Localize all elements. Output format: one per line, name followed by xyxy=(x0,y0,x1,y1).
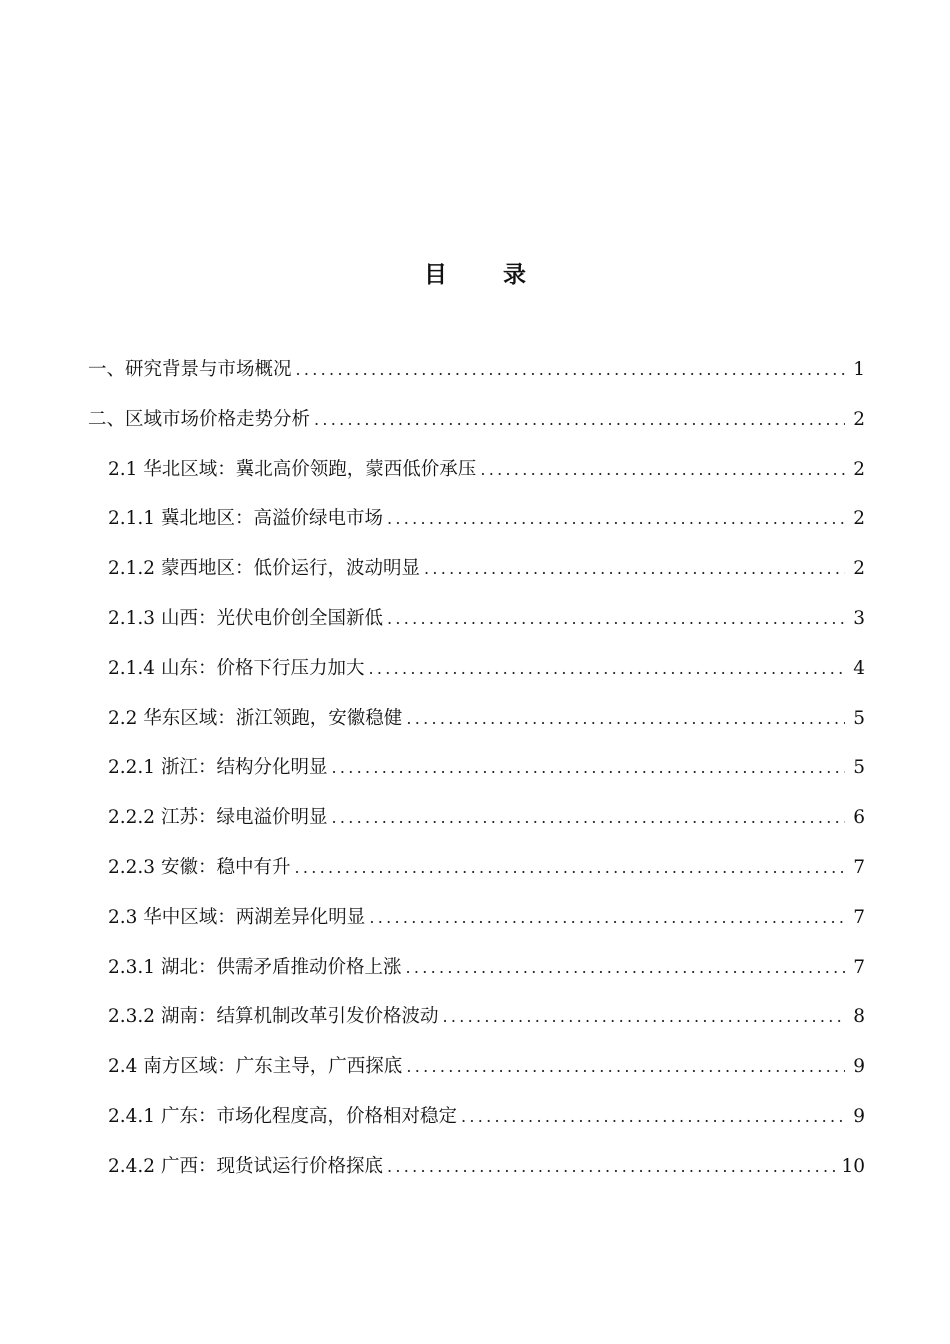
toc-entry[interactable] xyxy=(88,504,865,554)
toc-entry-label: 2.3.2 湖南：结算机制改革引发价格波动 xyxy=(108,1006,439,1028)
toc-entry-page: 8 xyxy=(853,1006,865,1028)
toc-entry-page: 6 xyxy=(853,807,865,829)
toc-entry-label: 2.4 南方区域：广东主导，广西探底 xyxy=(108,1056,403,1078)
toc-entry-page: 2 xyxy=(853,408,865,430)
toc-entry[interactable] xyxy=(88,1002,865,1052)
toc-entry[interactable] xyxy=(88,1052,865,1102)
dot-leader xyxy=(369,908,845,927)
dot-leader xyxy=(387,609,845,628)
toc-entry-label: 2.1.1 冀北地区：高溢价绿电市场 xyxy=(108,508,383,530)
toc-entry-page: 3 xyxy=(853,607,865,629)
toc-entry-page: 5 xyxy=(853,757,865,779)
toc-entry[interactable] xyxy=(88,405,865,455)
toc-entry-label: 2.2.3 安徽：稳中有升 xyxy=(108,856,291,878)
toc-entry-page: 9 xyxy=(853,1105,865,1127)
toc-entry[interactable] xyxy=(88,355,865,405)
dot-leader xyxy=(314,410,845,429)
dot-leader xyxy=(405,958,845,977)
dot-leader xyxy=(406,1057,845,1076)
dot-leader xyxy=(406,709,845,728)
toc-entry-label: 2.2.2 江苏：绿电溢价明显 xyxy=(108,807,328,829)
toc-entry-label: 2.2 华东区域：浙江领跑，安徽稳健 xyxy=(108,707,403,729)
toc-entry[interactable] xyxy=(88,554,865,604)
toc-entry-label: 2.3 华中区域：两湖差异化明显 xyxy=(108,906,366,928)
toc-entry-page: 2 xyxy=(853,558,865,580)
toc-entry[interactable] xyxy=(88,1152,865,1202)
toc-entry-page: 5 xyxy=(853,707,865,729)
toc-entry-page: 7 xyxy=(853,856,865,878)
toc-entry-page: 1 xyxy=(853,359,865,380)
toc-entry[interactable] xyxy=(88,455,865,505)
toc-entry-page: 2 xyxy=(853,508,865,530)
toc-entry[interactable] xyxy=(88,604,865,654)
toc-entry-label: 二、区域市场价格走势分析 xyxy=(88,408,311,430)
toc-entry[interactable] xyxy=(88,654,865,704)
toc-title-char-1: 目 xyxy=(424,261,447,288)
toc-entry-page: 2 xyxy=(853,458,865,480)
dot-leader xyxy=(296,360,845,379)
toc-title-char-2: 录 xyxy=(503,261,526,288)
toc-entry-label: 2.4.1 广东：市场化程度高，价格相对稳定 xyxy=(108,1105,457,1127)
toc-entry-page: 7 xyxy=(853,906,865,928)
dot-leader xyxy=(387,509,845,528)
toc-entry-label: 2.1 华北区域：冀北高价领跑，蒙西低价承压 xyxy=(108,458,477,480)
toc-entry-label: 2.2.1 浙江：结构分化明显 xyxy=(108,757,328,779)
dot-leader xyxy=(461,1107,845,1126)
dot-leader xyxy=(368,659,845,678)
toc-title xyxy=(0,256,950,289)
toc-entry-label: 2.1.4 山东：价格下行压力加大 xyxy=(108,657,365,679)
toc-entry[interactable] xyxy=(88,953,865,1003)
toc-entry-page: 9 xyxy=(853,1056,865,1078)
toc-entry-label: 2.4.2 广西：现货试运行价格探底 xyxy=(108,1155,383,1177)
toc-entry-label: 2.3.1 湖北：供需矛盾推动价格上涨 xyxy=(108,956,402,978)
table-of-contents xyxy=(88,355,865,1202)
dot-leader xyxy=(480,460,845,479)
dot-leader xyxy=(442,1007,845,1026)
toc-entry-page: 7 xyxy=(853,956,865,978)
toc-entry-page: 4 xyxy=(853,657,865,679)
toc-entry[interactable] xyxy=(88,753,865,803)
toc-entry-label: 一、研究背景与市场概况 xyxy=(88,359,292,380)
toc-entry[interactable] xyxy=(88,803,865,853)
dot-leader xyxy=(424,559,845,578)
toc-entry[interactable] xyxy=(88,1102,865,1152)
dot-leader xyxy=(331,758,845,777)
dot-leader xyxy=(387,1157,835,1176)
toc-entry[interactable] xyxy=(88,853,865,903)
dot-leader xyxy=(294,858,845,877)
dot-leader xyxy=(331,808,845,827)
toc-entry[interactable] xyxy=(88,903,865,953)
toc-entry-label: 2.1.3 山西：光伏电价创全国新低 xyxy=(108,607,383,629)
toc-entry-page: 10 xyxy=(841,1155,865,1177)
toc-entry-label: 2.1.2 蒙西地区：低价运行，波动明显 xyxy=(108,558,420,580)
toc-entry[interactable] xyxy=(88,704,865,754)
